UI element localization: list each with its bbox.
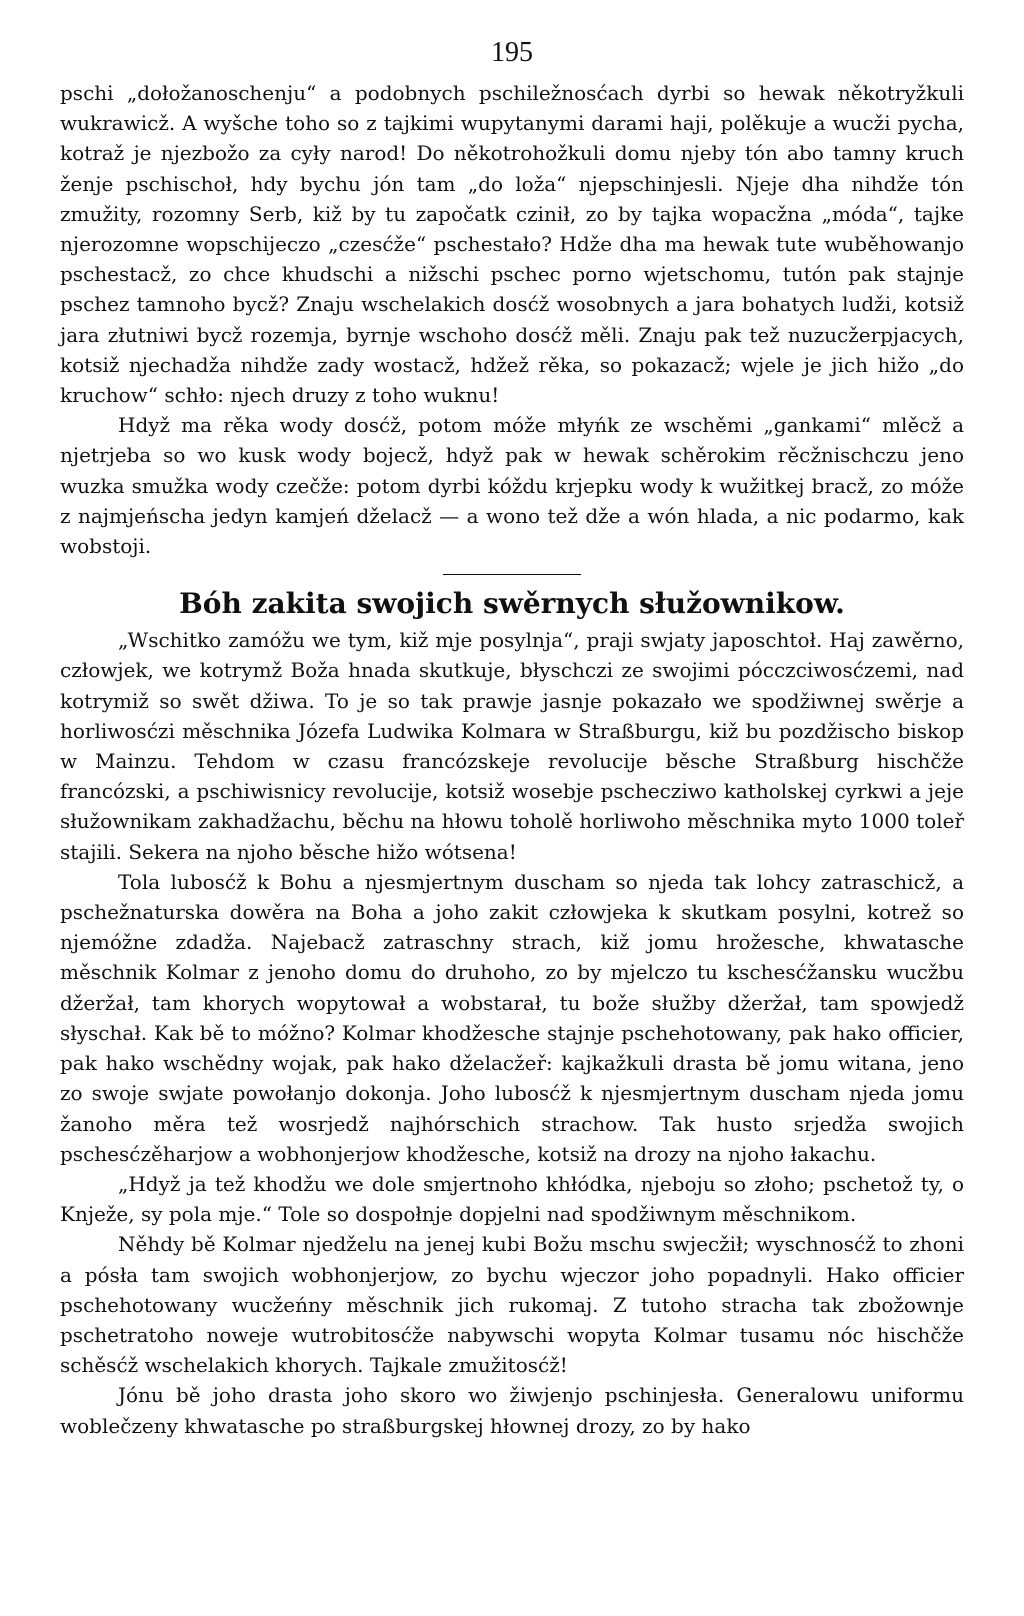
section-title: Bóh zakita swojich swěrnych słužownikow.	[179, 587, 845, 621]
paragraph: Tola lubosćž k Bohu a njesmjertnym duscham so njeda tak lohcy zatraschicž, a pschežnaturska dowěra na Boha a joho zakit człowjeka k skutkam posylni, kotrež so njemóžne zdadža. Najebacž zatraschny strach, kiž jomu hrožesche, khwatasche měschnik Kolmar z jenoho domu do druhoho, zo by mjelczo tu kschesćžansku wucžbu džeržał, tam khorych wopytował a wobstarał, tu bože słužby džeržał, tam spowjedž słyschał. Kak bě to móžno? Kolmar khodžesche stajnje pschehotowany, pak hako officier, pak hako wschědny wojak, pak hako dželacžeř: kajkažkuli drasta bě jomu witana, jeno zo swoje swjate powołanjo dokonja. Joho lubosćž k njesmjertnym duscham njeda jomu žanoho měra tež wosrjedž najhórschich strachow. Tak husto srjedža swojich pschesćzěharjow a wobhonjerjow khodžesche, kotsiž na drozy na njoho łakachu.	[60, 869, 964, 1166]
paragraph: pschi „dołožanoschenju“ a podobnych pschiležnosćach dyrbi so hewak někotryžkuli wukrawicž. A wyšche toho so z tajkimi wupytanymi darami haji, polěkuje a wucži pycha, kotraž je njezbožo za cyły narod! Do někotrohožkuli domu njeby tón abo tamny kruch ženje pschischoł, hdy bychu jón tam „do loža“ njepschinjesli. Njeje dha nihdže tón zmužity, rozomny Serb, kiž by tu započatk czinił, zo by tajka wopacžna „móda“, tajke njerozomne wopschijeczo „czesćže“ pschestało? Hdže dha ma hewak tute wuběhowanjo pschestacž, zo chce khudschi a nižschi pschec porno wjetschomu, tutón pak stajnje pschez tamnoho bycž? Znaju wschelakich dosćž wosobnych a jara bohatych ludži, kotsiž jara złutniwi bycž rozemja, byrnje wschoho dosćž měli. Znaju pak tež nuzucžerpjacych, kotsiž njechadža nihdže zady wostacž, hdžež rěka, so pokazacž; wjele je jich hižo „do kruchow“ schło: njech druzy z toho wuknu!	[60, 81, 964, 408]
page	[60, 38, 964, 1441]
section-divider	[443, 574, 581, 575]
paragraph: „Hdyž ja tež khodžu we dole smjertnoho khłódka, njeboju so złoho; pschetož ty, o Knježe, sy pola mje.“ Tole so dospołnje dopjelni nad spodžiwnym měschnikom.	[60, 1171, 964, 1227]
paragraph: Jónu bě joho drasta joho skoro wo žiwjenjo pschinjesła. Generalowu uniformu woblečzeny khwatasche po straßburgskej hłownej drozy, zo by hako	[60, 1383, 964, 1438]
page-number: 195	[491, 37, 533, 68]
paragraph: Hdyž ma rěka wody dosćž, potom móže młyńk ze wschěmi „gankami“ mlěcž a njetrjeba so wo kusk wody bojecž, hdyž pak w hewak schěrokim rěcžnischczu jeno wuzka smužka wody czečže: potom dyrbi kóždu krjepku wody k wužitkej bracž, zo móže z najmjeńscha jedyn kamjeń dželacž — a wono tež dže a wón hlada, a nic podarmo, kak wobstoji.	[60, 413, 964, 559]
paragraph: Něhdy bě Kolmar njedželu na jenej kubi Božu mschu swjecžił; wyschnosćž to zhoni a pósła tam swojich wobhonjerjow, zo bychu wjeczor joho popadnyli. Hako officier pschehotowany wucžeńny měschnik jich rukomaj. Z tutoho stracha tak zbožownje pschetratoho noweje wutrobitosćže nabywschi wopyta Kolmar tusamu nóc hischčže schěsćž wschelakich khorych. Tajkale zmužitosćž!	[60, 1232, 964, 1378]
paragraph: „Wschitko zamóžu we tym, kiž mje posylnja“, praji swjaty japoschtoł. Haj zawěrno, człowjek, we kotrymž Boža hnada skutkuje, błyschczi ze swojimi pócczciwosćzemi, nad kotrymiž so swět džiwa. To je so tak prawje jasnje pokazało we spodžiwnej swěrje a horliwosćzi měschnika Józefa Ludwika Kolmara w Straßburgu, kiž bu pozdžischo biskop w Mainzu. Tehdom w czasu francózskeje revolucije běsche Straßburg hischčže francózski, a pschiwisnicy revolucije, kotsiž wosebje pschecziwo katholskej cyrkwi a jeje słužownikam zakhadžachu, běchu na hłowu toholě horliwoho měschnika myto 1000 toleř stajili. Sekera na njoho běsche hižo wótsena!	[60, 628, 964, 864]
